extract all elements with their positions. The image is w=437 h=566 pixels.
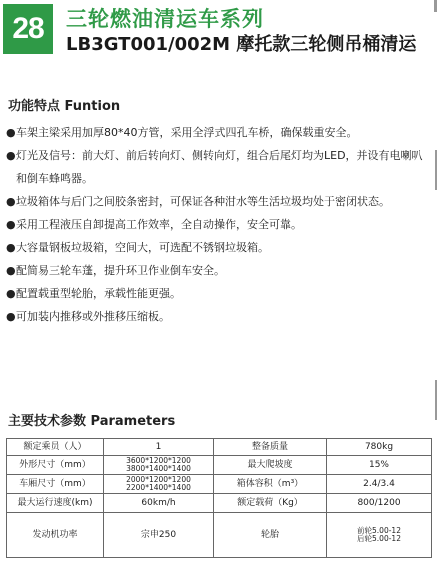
param-value: 2000*1200*1200 2200*1400*1400 [104, 475, 214, 494]
bullet-icon: ● [6, 241, 16, 254]
param-value: 前轮5.00-12 后轮5.00-12 [327, 513, 432, 558]
table-row [7, 475, 432, 494]
table-row [7, 494, 432, 513]
feature-item: ● 采用工程液压自卸提高工作效率，全自动操作，安全可靠。 [6, 213, 431, 236]
param-label: 轮胎 [214, 513, 327, 558]
param-label: 整备质量 [214, 439, 327, 456]
bullet-icon: ● [6, 195, 16, 208]
bullet-icon: ● [6, 287, 16, 300]
table-row [7, 456, 432, 475]
bullet-icon: ● [6, 149, 16, 162]
bullet-icon: ● [6, 264, 16, 277]
feature-item: ● 配置载重型轮胎，承载性能更强。 [6, 282, 431, 305]
bullet-icon: ● [6, 126, 16, 139]
table-row [7, 439, 432, 456]
feature-item: ● 可加装内推移或外推移压缩板。 [6, 305, 431, 328]
param-label: 箱体容积（m³） [214, 475, 327, 494]
param-label: 额定载荷（Kg） [214, 494, 327, 513]
param-label: 车厢尺寸（mm） [7, 475, 104, 494]
parameters-heading: 主要技术参数 Parameters [8, 414, 176, 429]
param-value: 60km/h [104, 494, 214, 513]
param-value: 3600*1200*1200 3800*1400*1400 [104, 456, 214, 475]
param-label: 发动机功率 [7, 513, 104, 558]
param-label: 外形尺寸（mm） [7, 456, 104, 475]
bullet-icon: ● [6, 310, 16, 323]
features-heading: 功能特点 Funtion [8, 99, 121, 114]
param-label: 最大运行速度(km) [7, 494, 104, 513]
parameters-table [6, 438, 432, 558]
param-value: 宗申250 [104, 513, 214, 558]
bullet-icon: ● [6, 218, 16, 231]
param-value: 780kg [327, 439, 432, 456]
feature-item: ● 垃圾箱体与后门之间胶条密封，可保证各种泔水等生活垃圾均处于密闭状态。 [6, 190, 431, 213]
param-value: 2.4/3.4 [327, 475, 432, 494]
param-value: 15% [327, 456, 432, 475]
table-row [7, 513, 432, 558]
feature-item: ● 配简易三轮车蓬，提升环卫作业倒车安全。 [6, 259, 431, 282]
param-value: 1 [104, 439, 214, 456]
param-value: 800/1200 [327, 494, 432, 513]
feature-item: ● 大容量钢板垃圾箱，空间大，可选配不锈钢垃圾箱。 [6, 236, 431, 259]
param-label: 最大爬坡度 [214, 456, 327, 475]
catalog-number-badge: 28 [3, 4, 53, 54]
series-title: 三轮燃油清运车系列 [66, 7, 264, 31]
feature-item: ● 灯光及信号：前大灯、前后转向灯、侧转向灯，组合后尾灯均为LED，并设有电喇叭和倒车蜂鸣器。 [6, 144, 431, 190]
features-list [6, 121, 431, 328]
param-label: 额定乘员（人） [7, 439, 104, 456]
feature-item: ● 车架主梁采用加厚80*40方管，采用全浮式四孔车桥，确保载重安全。 [6, 121, 431, 144]
product-subtitle: LB3GT001/002M 摩托款三轮侧吊桶清运 [66, 34, 417, 55]
